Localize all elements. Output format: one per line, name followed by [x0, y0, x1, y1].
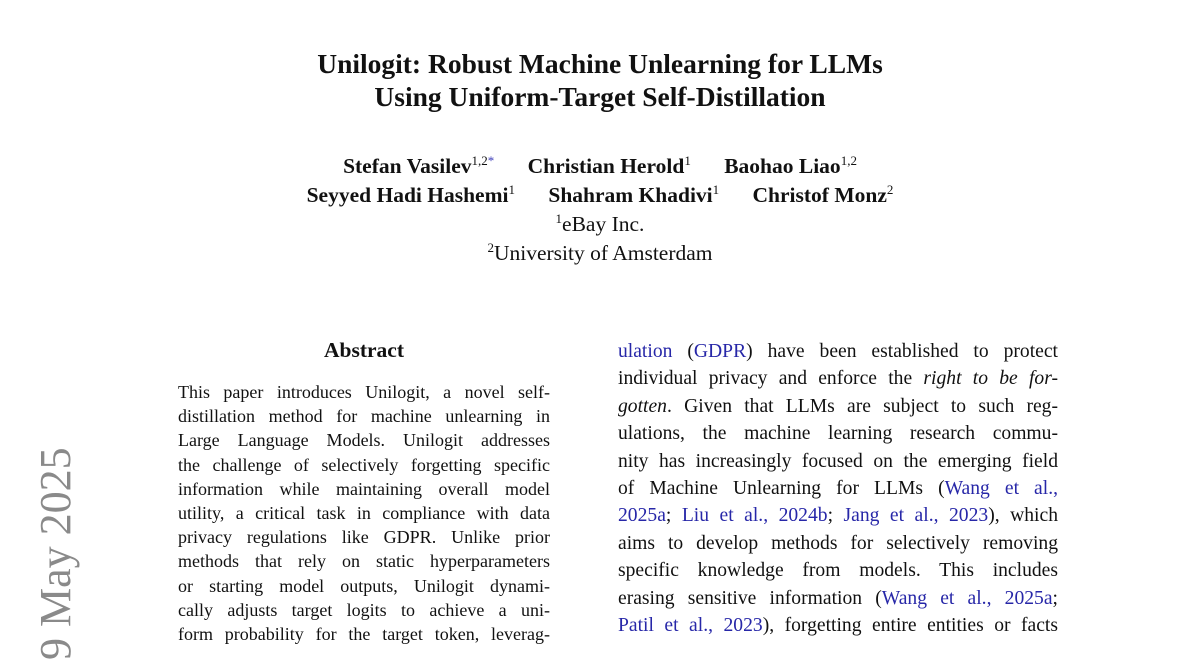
- title-line-1: Unilogit: Robust Machine Unlearning for LLMs: [317, 48, 883, 79]
- body-line: 2025a; Liu et al., 2024b; Jang et al., 2023), which: [618, 505, 1058, 527]
- author: Christof Monz$^2$: [752, 182, 894, 207]
- author: Baohao Liao$^{1,2}$: [724, 153, 857, 178]
- abstract-line: form probability for the target token, leverag-: [178, 624, 550, 645]
- author: Stefan Vasilev$^{1,2*}$: [343, 153, 495, 178]
- abstract-body: [178, 380, 550, 646]
- affiliation: $^1$eBay Inc.: [555, 211, 645, 236]
- body-line: of Machine Unlearning for LLMs (Wang et al.,: [618, 478, 1058, 500]
- citation-link[interactable]: ulation: [618, 341, 673, 362]
- abstract-line: methods that rely on static hyperparameters: [178, 551, 550, 572]
- paper-title: [0, 47, 1200, 113]
- author: Christian Herold$^1$: [527, 153, 691, 178]
- body-line: ulations, the machine learning research commu-: [618, 423, 1058, 445]
- citation-link[interactable]: GDPR: [693, 341, 747, 362]
- affiliation: $^2$University of Amsterdam: [487, 240, 713, 265]
- abstract-heading: Abstract: [323, 338, 404, 362]
- abstract-line: distillation method for machine unlearning in: [178, 406, 550, 427]
- citation-link[interactable]: Wang et al.,: [944, 478, 1058, 500]
- footnote-mark[interactable]: *: [487, 153, 495, 168]
- citation-link[interactable]: 2025a: [618, 505, 666, 527]
- abstract-line: Large Language Models. Unilogit addresses: [178, 430, 550, 451]
- body-line: nity has increasingly focused on the emerging field: [618, 450, 1058, 472]
- body-line: individual privacy and enforce the right to be for-: [618, 368, 1058, 390]
- abstract-line: information while maintaining overall model: [178, 478, 550, 499]
- author-block: [0, 152, 1200, 268]
- citation-link[interactable]: Jang et al., 2023: [843, 505, 989, 527]
- body-line: Patil et al., 2023), forgetting entire entities or facts: [618, 615, 1058, 637]
- abstract-line: This paper introduces Unilogit, a novel self-: [178, 382, 550, 402]
- abstract-line: privacy regulations like GDPR. Unlike prior: [178, 527, 550, 548]
- title-line-2: Using Uniform-Target Self-Distillation: [374, 81, 826, 112]
- body-line: ulation (GDPR) have been established to protect: [618, 341, 1058, 362]
- author-line-2: [0, 181, 1200, 210]
- abstract-line: the challenge of selectively forgetting specific: [178, 454, 550, 475]
- author: Seyyed Hadi Hashemi$^1$: [306, 182, 515, 207]
- citation-link[interactable]: Patil et al., 2023: [618, 615, 763, 637]
- citation-link[interactable]: Liu et al., 2024b: [681, 505, 828, 527]
- body-line: specific knowledge from models. This includes: [618, 560, 1058, 582]
- abstract-line: or starting model outputs, Unilogit dynami-: [178, 575, 550, 596]
- abstract-line: cally adjusts target logits to achieve a uni-: [178, 599, 550, 620]
- author: Shahram Khadivi$^1$: [548, 182, 720, 207]
- body-line: aims to develop methods for selectively removing: [618, 532, 1058, 554]
- body-line: gotten. Given that LLMs are subject to such reg-: [618, 395, 1058, 417]
- abstract-line: utility, a critical task in compliance with data: [178, 503, 550, 524]
- body-line: erasing sensitive information (Wang et al., 2025a;: [618, 587, 1058, 609]
- citation-link[interactable]: Wang et al., 2025a: [881, 587, 1053, 609]
- author-line-1: [0, 152, 1200, 181]
- arxiv-side-stamp: 9 May 2025: [31, 447, 80, 660]
- right-column-body: [618, 338, 1058, 639]
